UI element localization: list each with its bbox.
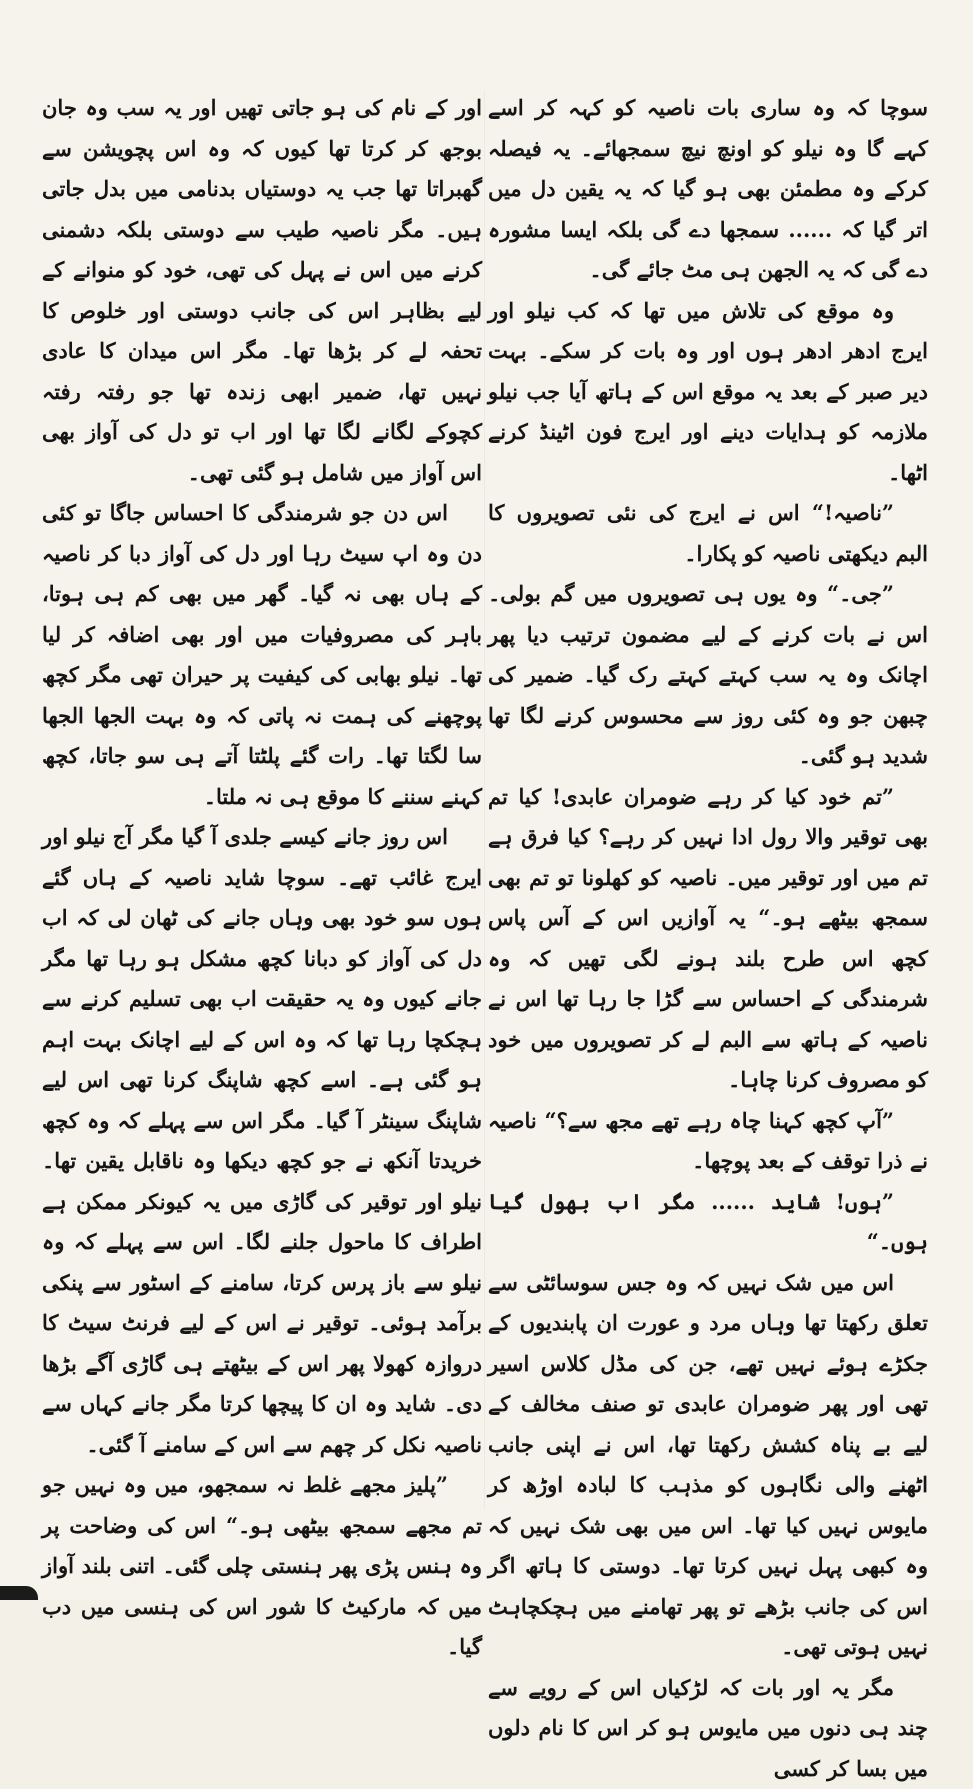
paragraph: ”تم خود کیا کر رہے ضومران عابدی! کیا تم بھی توقیر والا رول ادا نہیں کر رہے؟ کیا فرق ہے تم میں اور توقیر میں۔ ناصیہ کو کھلونا تو تم بھی سمجھ بیٹھے ہو۔“ یہ آوازیں اس کے آس پاس کچھ اس طرح بلند ہونے لگی تھیں کہ وہ شرمندگی کے احساس سے گڑا جا رہا تھا اس نے ناصیہ کے ہاتھ سے البم لے کر تصویروں میں خود کو مصروف کرنا چاہا۔ — [488, 777, 928, 1101]
paragraph: اور کے نام کی ہو جاتی تھیں اور یہ سب وہ جان بوجھ کر کرتا تھا کیوں کہ وہ اس پچویشن سے گھبراتا تھا جب یہ دوستیاں بدنامی میں بدل جاتی ہیں۔ مگر ناصیہ طیب سے دوستی بلکہ دشمنی کرنے میں اس نے پہل کی تھی، خود کو منوانے کے لیے بظاہر اس کی جانب دوستی اور خلوص کا تحفہ لے کر بڑھا تھا۔ مگر اس میدان کا عادی نہیں تھا، ضمیر ابھی زندہ تھا جو رفتہ رفتہ کچوکے لگانے لگا تھا اور اب تو دل کی آواز بھی اس آواز میں شامل ہو گئی تھی۔ — [42, 88, 482, 493]
corner-mark — [0, 1586, 38, 1600]
paragraph: ”ناصیہ!“ اس نے ایرج کی نئی تصویروں کا البم دیکھتی ناصیہ کو پکارا۔ — [488, 493, 928, 574]
paragraph: اس روز جانے کیسے جلدی آ گیا مگر آج نیلو اور ایرج غائب تھے۔ سوچا شاید ناصیہ کے ہاں گئے ہوں سو خود بھی وہاں جانے کی ٹھان لی کہ اب دل کی آواز کو دبانا کچھ مشکل ہو رہا تھا مگر جانے کیوں وہ یہ حقیقت اب بھی تسلیم کرنے سے ہچکچا رہا تھا کہ وہ اس کے لیے اچانک بہت اہم ہو گئی ہے۔ اسے کچھ شاپنگ کرنا تھی اس لیے شاپنگ سینٹر آ گیا۔ مگر اس سے پہلے کہ وہ کچھ خریدتا آنکھ نے جو کچھ دیکھا وہ ناقابل یقین تھا۔ نیلو اور توقیر کی گاڑی میں یہ کیونکر ممکن ہے اطراف کا ماحول جلنے لگا۔ اس سے پہلے کہ وہ نیلو سے باز پرس کرتا، سامنے کے اسٹور سے پنکی برآمد ہوئی۔ توقیر نے اس کے لیے فرنٹ سیٹ کا دروازہ کھولا پھر اس کے بیٹھتے ہی گاڑی آگے بڑھا دی۔ شاید وہ ان کا پیچھا کرتا مگر جانے کہاں سے ناصیہ نکل کر چھم سے اس کے سامنے آ گئی۔ — [42, 817, 482, 1465]
right-column — [488, 88, 928, 1789]
paragraph: وہ موقع کی تلاش میں تھا کہ کب نیلو اور ایرج ادھر ادھر ہوں اور وہ بات کر سکے۔ بہت دیر صبر کے بعد یہ موقع اس کے ہاتھ آیا جب نیلو ملازمہ کو ہدایات دینے اور ایرج فون اٹینڈ کرنے اٹھا۔ — [488, 291, 928, 494]
column-gutter — [484, 90, 485, 1510]
paragraph: سوچا کہ وہ ساری بات ناصیہ کو کہہ کر اسے کہے گا وہ نیلو کو اونچ نیچ سمجھائے۔ یہ فیصلہ کرکے وہ مطمئن بھی ہو گیا کہ یہ یقین دل میں اتر گیا کہ ...... سمجھا دے گی بلکہ ایسا مشورہ دے گی کہ یہ الجھن ہی مٹ جائے گی۔ — [488, 88, 928, 291]
paragraph: ”ہوں! شاید ...... مگر اب بھول گیا ہوں۔“ — [488, 1182, 928, 1263]
paragraph: اس دن جو شرمندگی کا احساس جاگا تو کئی دن وہ اپ سیٹ رہا اور دل کی آواز دبا کر ناصیہ کے ہاں بھی نہ گیا۔ گھر میں بھی کم ہی ہوتا، باہر کی مصروفیات میں اور بھی اضافہ کر لیا تھا۔ نیلو بھابی کی کیفیت پر حیران تھی مگر کچھ پوچھنے کی ہمت نہ پاتی کہ وہ بہت الجھا الجھا سا لگتا تھا۔ رات گئے پلٹتا آتے ہی سو جاتا، کچھ کہنے سننے کا موقع ہی نہ ملتا۔ — [42, 493, 482, 817]
paragraph: مگر یہ اور بات کہ لڑکیاں اس کے رویے سے چند ہی دنوں میں مایوس ہو کر اس کا نام دلوں میں بسا کر کسی — [488, 1668, 928, 1789]
left-column — [42, 88, 482, 1668]
paragraph: ”آپ کچھ کہنا چاہ رہے تھے مجھ سے؟“ ناصیہ نے ذرا توقف کے بعد پوچھا۔ — [488, 1101, 928, 1182]
paragraph: ”جی۔“ وہ یوں ہی تصویروں میں گم بولی۔ اس نے بات کرنے کے لیے مضمون ترتیب دیا پھر اچانک وہ یہ سب کہتے کہتے رک گیا۔ ضمیر کی چبھن جو وہ کئی روز سے محسوس کرنے لگا تھا شدید ہو گئی۔ — [488, 574, 928, 777]
paragraph: اس میں شک نہیں کہ وہ جس سوسائٹی سے تعلق رکھتا تھا وہاں مرد و عورت ان پابندیوں کے جکڑے ہوئے نہیں تھے، جن کی مڈل کلاس اسیر تھی اور پھر ضومران عابدی تو صنف مخالف کے لیے بے پناہ کشش رکھتا تھا، اس نے اپنی جانب اٹھنے والی نگاہوں کو مذہب کا لبادہ اوڑھ کر مایوس نہیں کیا تھا۔ اس میں بھی شک نہیں کہ وہ کبھی پہل نہیں کرتا تھا۔ دوستی کا ہاتھ اگر اس کی جانب بڑھے تو پھر تھامنے میں ہچکچاہٹ نہیں ہوتی تھی۔ — [488, 1263, 928, 1668]
paragraph: ”پلیز مجھے غلط نہ سمجھو، میں وہ نہیں جو تم مجھے سمجھ بیٹھی ہو۔“ اس کی وضاحت پر وہ ہنس پڑی پھر ہنستی چلی گئی۔ اتنی بلند آواز میں کہ مارکیٹ کا شور اس کی ہنسی میں دب گیا۔ — [42, 1465, 482, 1668]
